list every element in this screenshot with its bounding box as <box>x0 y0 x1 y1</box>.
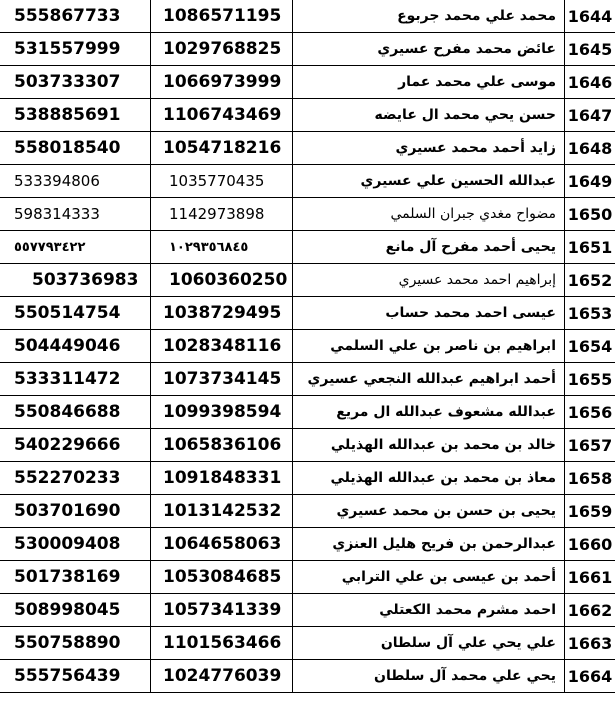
table-row <box>0 429 615 462</box>
number-cell: 1664 <box>565 660 615 693</box>
phone-cell: 504449046 <box>0 330 151 363</box>
name-cell: ابراهيم بن ناصر بن علي السلمي <box>293 330 565 363</box>
id-cell: 1106743469 <box>151 99 293 132</box>
name-cell: يحيى أحمد مفرح آل مانع <box>293 231 565 264</box>
number-cell: 1660 <box>565 528 615 561</box>
id-cell: 1060360250 <box>151 264 293 297</box>
phone-cell: 530009408 <box>0 528 151 561</box>
name-cell: خالد بن محمد بن عبدالله الهذيلي <box>293 429 565 462</box>
phone-cell: 531557999 <box>0 33 151 66</box>
phone-cell: 540229666 <box>0 429 151 462</box>
table-row <box>0 660 615 693</box>
id-cell: 1024776039 <box>151 660 293 693</box>
table-row <box>0 264 615 297</box>
number-cell: 1650 <box>565 198 615 231</box>
table-row <box>0 462 615 495</box>
name-cell: إبراهيم احمد محمد عسيري <box>293 264 565 297</box>
number-cell: 1646 <box>565 66 615 99</box>
number-cell: 1651 <box>565 231 615 264</box>
number-cell: 1653 <box>565 297 615 330</box>
id-cell: 1028348116 <box>151 330 293 363</box>
name-cell: عبدالله مشعوف عبدالله ال مريع <box>293 396 565 429</box>
number-cell: 1658 <box>565 462 615 495</box>
table-row <box>0 363 615 396</box>
table-row <box>0 165 615 198</box>
number-cell: 1659 <box>565 495 615 528</box>
phone-cell: ٥٥٧٧٩٣٤٢٢ <box>0 231 151 264</box>
table-row <box>0 627 615 660</box>
number-cell: 1644 <box>565 0 615 33</box>
phone-cell: 503733307 <box>0 66 151 99</box>
phone-cell: 558018540 <box>0 132 151 165</box>
phone-cell: 503736983 <box>0 264 151 297</box>
phone-cell: 538885691 <box>0 99 151 132</box>
phone-cell: 550846688 <box>0 396 151 429</box>
id-cell: 1086571195 <box>151 0 293 33</box>
phone-cell: 598314333 <box>0 198 151 231</box>
phone-cell: 552270233 <box>0 462 151 495</box>
name-cell: عيسى احمد محمد حساب <box>293 297 565 330</box>
table-row <box>0 495 615 528</box>
table-row <box>0 396 615 429</box>
table-row <box>0 594 615 627</box>
name-cell: يحيى بن حسن بن محمد عسيري <box>293 495 565 528</box>
phone-cell: 508998045 <box>0 594 151 627</box>
name-cell: محمد علي محمد جربوع <box>293 0 565 33</box>
id-cell: 1054718216 <box>151 132 293 165</box>
name-cell: عائض محمد مفرح عسيري <box>293 33 565 66</box>
phone-cell: 555867733 <box>0 0 151 33</box>
id-cell: 1073734145 <box>151 363 293 396</box>
name-cell: عبدالرحمن بن فريح هليل العنزي <box>293 528 565 561</box>
id-cell: 1142973898 <box>151 198 293 231</box>
phone-cell: 533311472 <box>0 363 151 396</box>
id-cell: 1035770435 <box>151 165 293 198</box>
id-cell: 1013142532 <box>151 495 293 528</box>
phone-cell: 550758890 <box>0 627 151 660</box>
name-cell: مضواح مغدي جبران السلمي <box>293 198 565 231</box>
name-cell: يحي علي محمد آل سلطان <box>293 660 565 693</box>
number-cell: 1657 <box>565 429 615 462</box>
table-row <box>0 0 615 33</box>
number-cell: 1661 <box>565 561 615 594</box>
number-cell: 1655 <box>565 363 615 396</box>
table-row <box>0 66 615 99</box>
id-cell: 1091848331 <box>151 462 293 495</box>
number-cell: 1648 <box>565 132 615 165</box>
table-row <box>0 231 615 264</box>
id-cell: 1099398594 <box>151 396 293 429</box>
name-cell: أحمد بن عيسى بن علي الترابي <box>293 561 565 594</box>
name-cell: عبدالله الحسين علي عسيري <box>293 165 565 198</box>
table-row <box>0 561 615 594</box>
phone-cell: 533394806 <box>0 165 151 198</box>
id-cell: 1064658063 <box>151 528 293 561</box>
phone-cell: 503701690 <box>0 495 151 528</box>
id-cell: 1053084685 <box>151 561 293 594</box>
phone-cell: 550514754 <box>0 297 151 330</box>
number-cell: 1652 <box>565 264 615 297</box>
name-cell: حسن يحي محمد ال عايضه <box>293 99 565 132</box>
number-cell: 1649 <box>565 165 615 198</box>
id-cell: ١٠٢٩٣٥٦٨٤٥ <box>151 231 293 264</box>
id-cell: 1065836106 <box>151 429 293 462</box>
table-row <box>0 99 615 132</box>
table-row <box>0 33 615 66</box>
id-cell: 1038729495 <box>151 297 293 330</box>
table-row <box>0 297 615 330</box>
table-row <box>0 528 615 561</box>
number-cell: 1656 <box>565 396 615 429</box>
id-cell: 1057341339 <box>151 594 293 627</box>
number-cell: 1663 <box>565 627 615 660</box>
phone-cell: 555756439 <box>0 660 151 693</box>
table-row <box>0 132 615 165</box>
table-row <box>0 330 615 363</box>
number-cell: 1647 <box>565 99 615 132</box>
table-row <box>0 198 615 231</box>
name-cell: موسى علي محمد عمار <box>293 66 565 99</box>
phone-cell: 501738169 <box>0 561 151 594</box>
id-cell: 1066973999 <box>151 66 293 99</box>
number-cell: 1645 <box>565 33 615 66</box>
name-cell: علي يحي علي آل سلطان <box>293 627 565 660</box>
number-cell: 1662 <box>565 594 615 627</box>
name-cell: احمد مشرم محمد الكعتلي <box>293 594 565 627</box>
id-cell: 1101563466 <box>151 627 293 660</box>
name-cell: أحمد ابراهيم عبدالله النجعي عسيري <box>293 363 565 396</box>
id-cell: 1029768825 <box>151 33 293 66</box>
number-cell: 1654 <box>565 330 615 363</box>
name-cell: زايد أحمد محمد عسيري <box>293 132 565 165</box>
name-cell: معاذ بن محمد بن عبدالله الهذيلي <box>293 462 565 495</box>
